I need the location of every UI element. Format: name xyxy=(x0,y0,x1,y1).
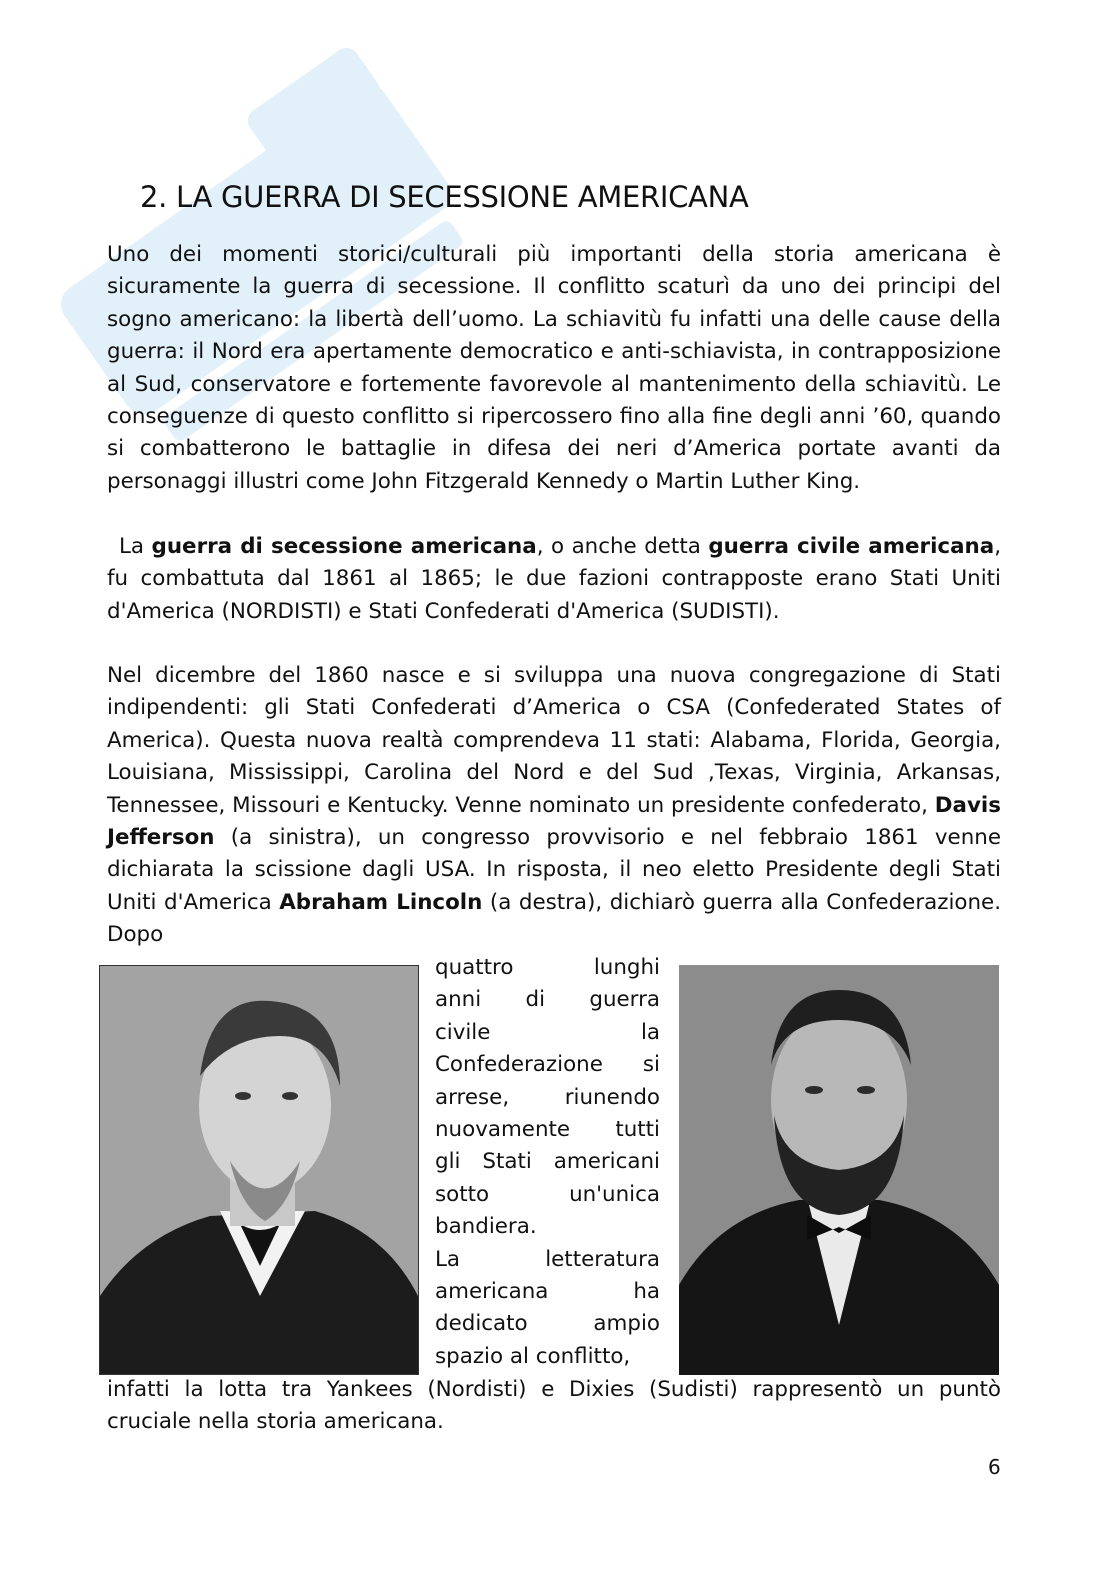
paragraph-intro: Uno dei momenti storici/culturali più importanti della storia americana è sicuramente la guerra di secessione. Il conflitto scaturì da uno dei principi del sogno americano: la libertà dell’uomo. La schiavitù fu infatti una delle cause della guerra: il Nord era apertamente democratico e anti-schiavista, in contrapposizione al Sud, conservatore e fortemente favorevole al mantenimento della schiavitù. Le conseguenze di questo conflitto si ripercossero fino alla fine degli anni ’60, quando si combatterono le battaglie in difesa dei neri d’America portate avanti da personaggi illustri come John Fitzgerald Kennedy o Martin Luther King. xyxy=(107,242,1001,494)
section-heading: 2. LA GUERRA DI SECESSIONE AMERICANA xyxy=(140,180,749,214)
text-column-line: civile la xyxy=(435,1019,660,1045)
text-column-line: La letteratura xyxy=(435,1246,660,1272)
portrait-abraham-lincoln xyxy=(679,965,999,1375)
page-number: 6 xyxy=(988,1455,1001,1479)
text-column-line: Confederazione si xyxy=(435,1052,660,1078)
text-column-line: sotto un'unica xyxy=(435,1181,660,1207)
portrait-lincoln-illustration xyxy=(679,965,999,1375)
text-column-line: nuovamente tutti xyxy=(435,1117,660,1143)
portrait-davis-jefferson xyxy=(99,965,419,1375)
text-column-line: gli Stati americani xyxy=(435,1149,660,1175)
text-column-line: arrese, riunendo xyxy=(435,1084,660,1110)
text-column-line: quattro lunghi xyxy=(435,955,660,980)
portrait-davis-illustration xyxy=(100,966,418,1374)
text-column-line: bandiera. xyxy=(435,1214,537,1240)
text-column xyxy=(435,952,660,1373)
text-column-line: americana ha xyxy=(435,1279,660,1305)
text-column-line: dedicato ampio xyxy=(435,1311,660,1337)
paragraph-confederation: Nel dicembre del 1860 nasce e si sviluppa una nuova congregazione di Stati indipendenti: gli Stati Confederati d’America o CSA (Confederated States of America). Questa nuova realtà comprendeva 11 stati: Alabama, Florida, Georgia, Louisiana, Mississippi, Carolina del Nord e del Sud ,Texas, Virginia, Arkansas, Tennessee, Missouri e Kentucky. Venne nominato un presidente confederato, Davis Jefferson (a sinistra), un congresso provvisorio e nel febbraio 1861 venne dichiarata la scissione dagli USA. In risposta, il neo eletto Presidente degli Stati Uniti d'America Abraham Lincoln (a destra), dichiarò guerra alla Confederazione. Dopo xyxy=(107,663,1001,948)
text-column-line: spazio al conflitto, xyxy=(435,1343,631,1369)
text-column-line: anni di guerra xyxy=(435,987,660,1013)
paragraph-conclusion: infatti la lotta tra Yankees (Nordisti) e Dixies (Sudisti) rappresentò un puntò cruciale nella storia americana. xyxy=(107,1377,1001,1435)
paragraph-definition: La guerra di secessione americana, o anche detta guerra civile americana, fu combattuta dal 1861 al 1865; le due fazioni contrapposte erano Stati Uniti d'America (NORDISTI) e Stati Confederati d'America (SUDISTI). xyxy=(107,534,1001,624)
